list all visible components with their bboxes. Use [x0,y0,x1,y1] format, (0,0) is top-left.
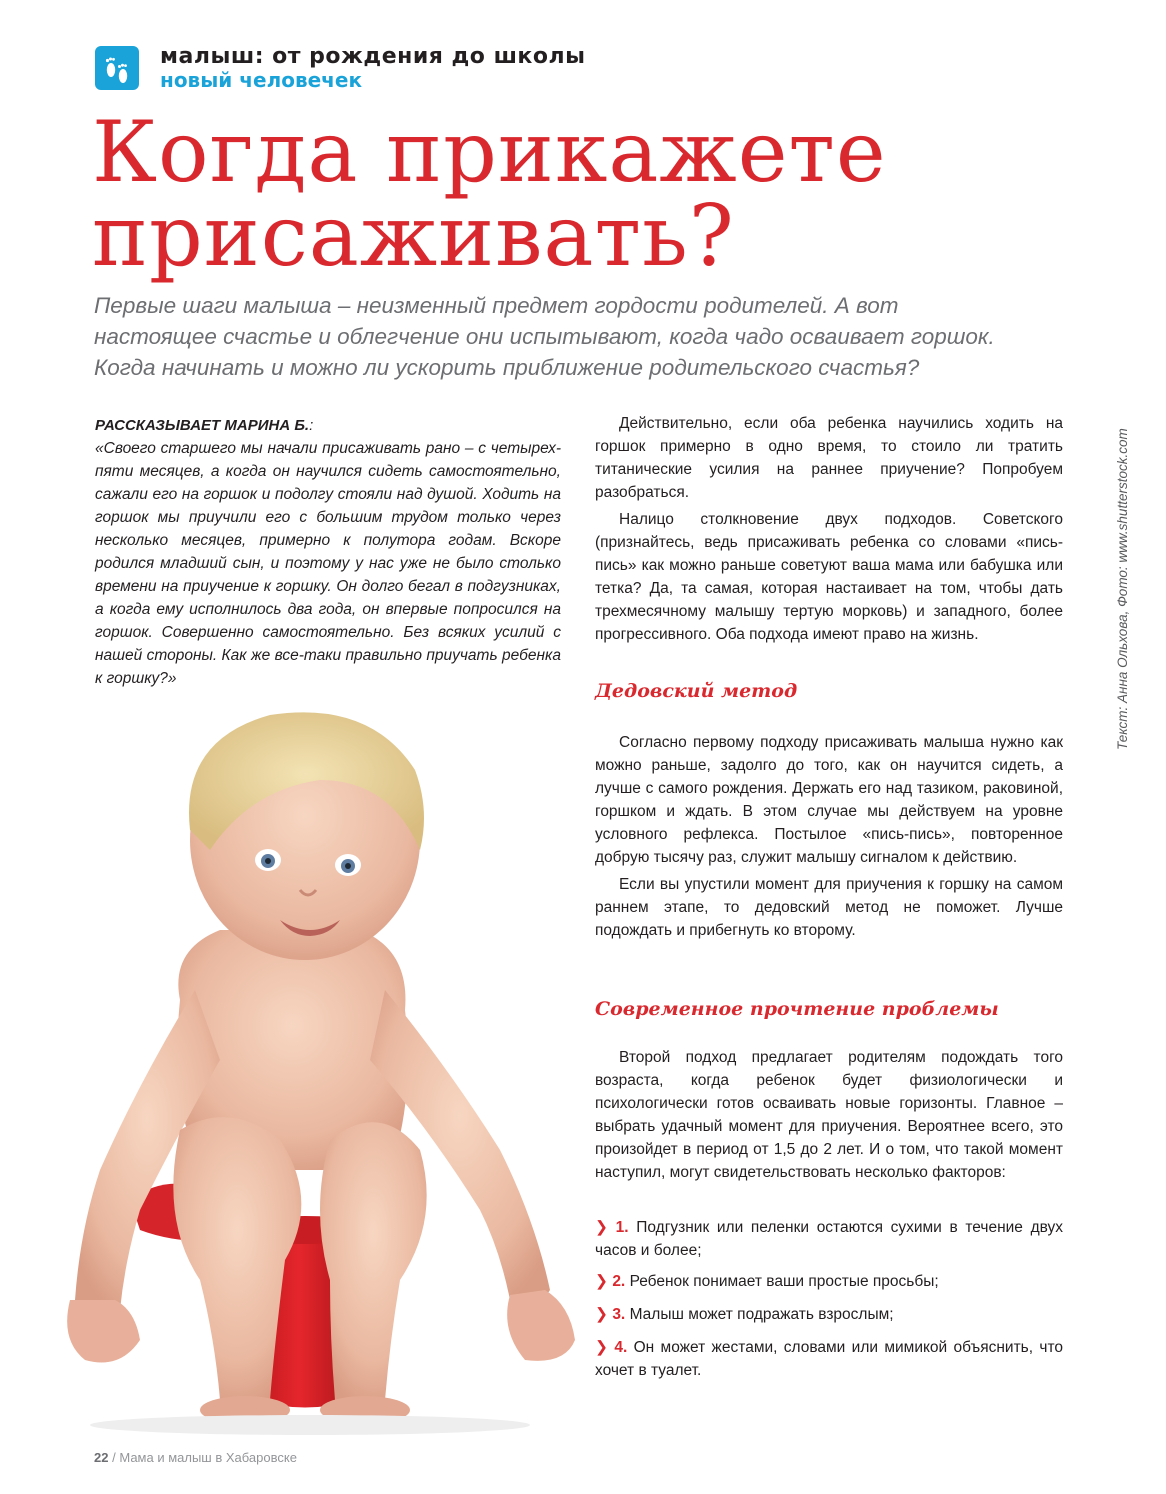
headline-line-1: Когда прикажете [92,103,887,201]
chevron-right-icon: ❯ [595,1306,608,1323]
chevron-right-icon: ❯ [595,1219,608,1236]
old-method-text [595,731,1063,942]
intro-text [595,412,1063,646]
testimonial-text: «Своего старшего мы начали присаживать рано – с четырех-пяти месяцев, а когда он научился сидеть самостоятельно, сажали его на горшок и подолгу стояли над душой. Ходить на горшок мы приучили его с большим трудом только через несколько месяцев, примерно к полутора годам. Вскоре родился младший сын, и поэтому у нас уже не было столько времени на приучение к горшку. Он долго бегал в подгузниках, а когда ему исполнилось два года, он впервые попросился на горшок. Совершенно самостоятельно. Без всяких усилий с нашей стороны. Как же все-таки правильно приучать ребенка к горшку?» [95,440,561,687]
section-title: малыш: от рождения до школы [160,44,586,69]
article-lead [94,290,995,383]
modern-method-text [595,1046,1063,1184]
section-logo [95,46,139,90]
factor-number: 1. [615,1219,629,1236]
factor-text: Он может жестами, словами или мимикой объяснить, что хочет в туалет. [595,1339,1063,1379]
factor-number: 2. [612,1273,626,1290]
factor-text: Малыш может подражать взрослым; [629,1306,894,1323]
testimonial-label: РАССКАЗЫВАЕТ МАРИНА Б.: [95,417,314,434]
factor-item [595,1303,1063,1326]
article-headline [92,103,1092,285]
footer-separator: / [112,1450,116,1465]
lead-line-1: Первые шаги малыша – неизменный предмет гордости родителей. А вот [94,293,899,318]
footprints-icon [95,46,139,90]
page-footer [94,1450,297,1465]
magazine-name: Мама и малыш в Хабаровске [119,1450,297,1465]
chevron-right-icon: ❯ [595,1339,608,1356]
factor-number: 4. [614,1339,628,1356]
modern-method-paragraph-1: Второй подход предлагает родителям подождать того возраста, когда ребенок будет физиологически и психологически готов осваивать новые горизонты. Главное – выбрать удачный момент для приучения. Вероятнее всего, это произойдет в период от 1,5 до 2 лет. И о том, что такой момент наступил, могут свидетельствовать несколько факторов: [595,1049,1063,1181]
factor-item [595,1270,1063,1293]
intro-paragraph-2: Налицо столкновение двух подходов. Советского (признайтесь, ведь присаживать ребенка со словами «пись-пись» как можно раньше советуют ваша мама или бабушка или тетка? Да, та самая, которая настаивает на том, чтобы дать трехмесячному малышу тертую морковь) и западного, более прогрессивного. Оба подхода имеют право на жизнь. [595,511,1063,643]
page-number: 22 [94,1450,109,1465]
chevron-right-icon: ❯ [595,1273,608,1290]
lead-line-2: настоящее счастье и облегчение они испытывают, когда чадо осваивает горшок. [94,324,995,349]
lead-line-3: Когда начинать и можно ли ускорить приближение родительского счастья? [94,355,920,380]
photo-credit-text: Текст: Анна Ольхова, Фото: www.shutterstock.com [1115,428,1130,750]
child-on-potty-photo [30,700,590,1440]
factor-number: 3. [612,1306,626,1323]
factor-text: Подгузник или пеленки остаются сухими в течение двух часов и более; [595,1219,1064,1259]
old-method-paragraph-2: Если вы упустили момент для приучения к горшку на самом раннем этапе, то дедовский метод не поможет. Лучше подождать и прибегнуть ко второму. [595,876,1063,939]
factor-text: Ребенок понимает ваши простые просьбы; [629,1273,939,1290]
heading-old-method: Дедовский метод [595,680,798,702]
testimonial-block [95,414,561,690]
old-method-paragraph-1: Согласно первому подходу присаживать малыша нужно как можно раньше, задолго до того, как он научится сидеть, а лучше с самого рождения. Держать его над тазиком, раковиной, горшком и ждать. В этом случае мы действуем на уровне условного рефлекса. Постылое «пись-пись», повторенное добрую тысячу раз, служит малышу сигналом к действию. [595,734,1063,866]
factor-item [595,1216,1063,1262]
factor-item [595,1336,1063,1382]
photo-credit [1100,420,1130,750]
intro-paragraph-1: Действительно, если оба ребенка научились ходить на горшок примерно в одно время, то стоило ли тратить титанические усилия на раннее приучение? Попробуем разобраться. [595,415,1063,501]
section-subtitle: новый человечек [160,68,363,92]
heading-modern-method: Современное прочтение проблемы [595,998,999,1020]
headline-line-2: присаживать? [92,187,735,285]
